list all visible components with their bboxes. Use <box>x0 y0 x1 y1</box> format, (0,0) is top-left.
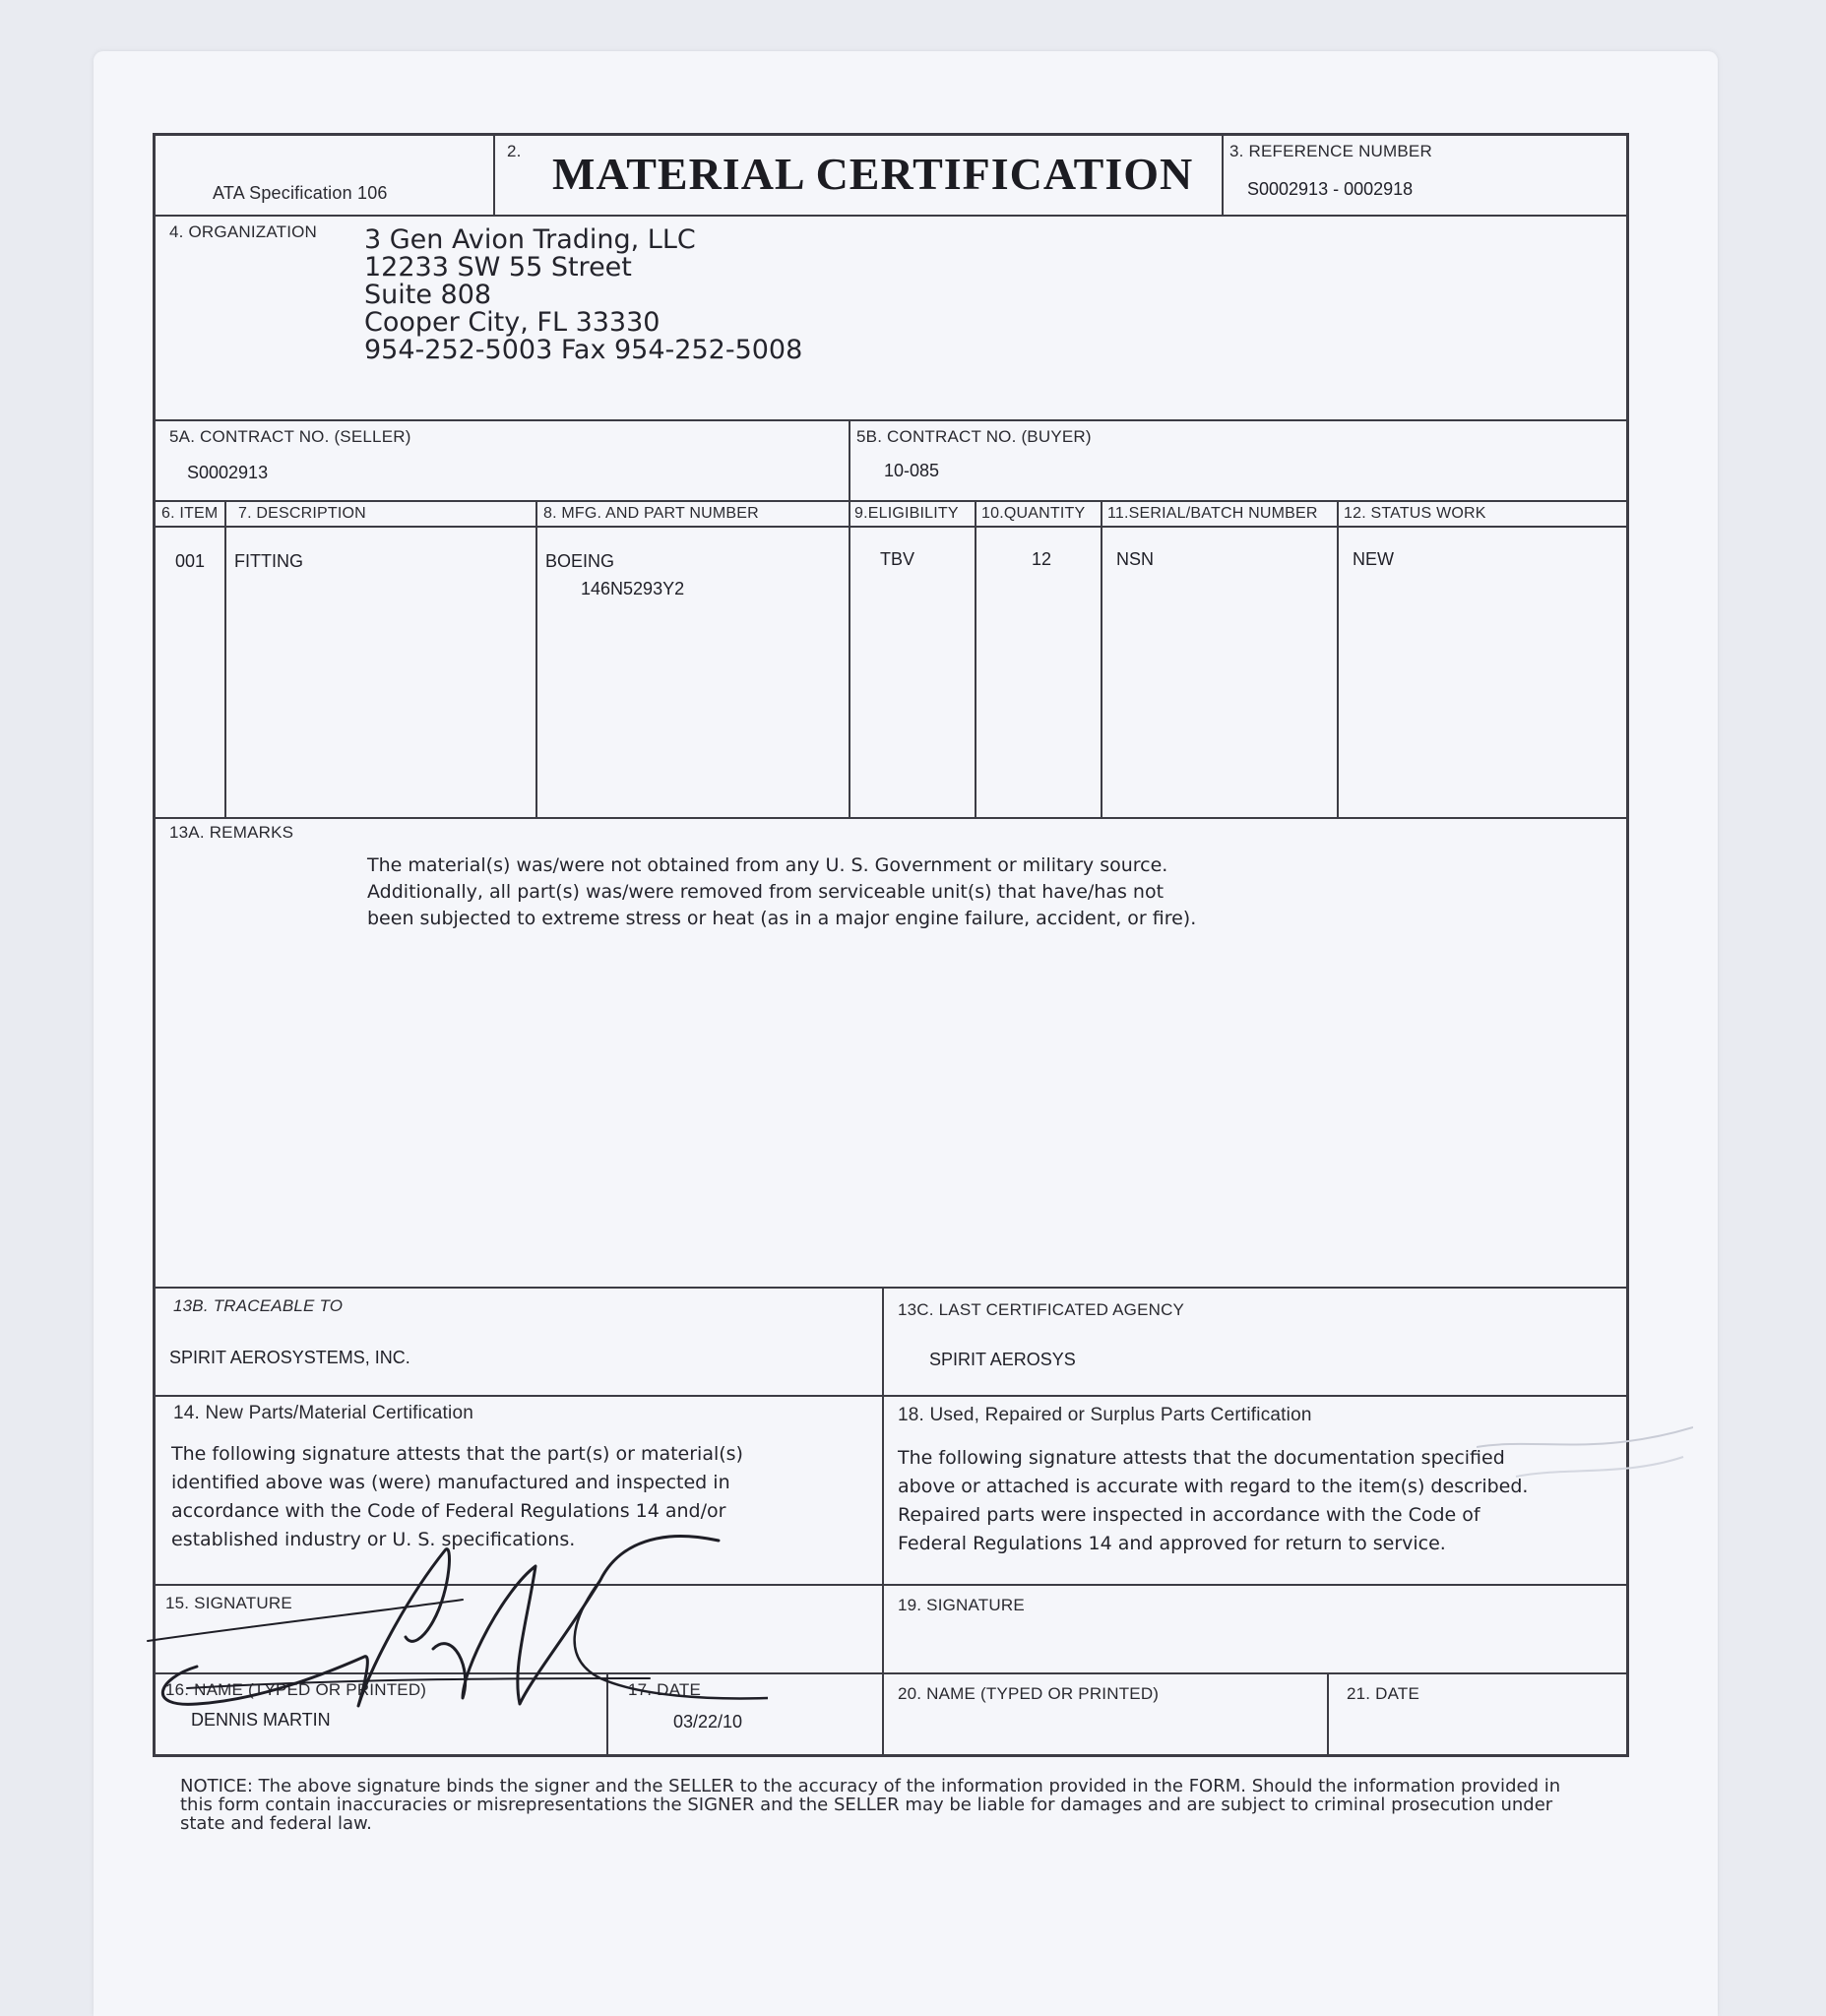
reference-cell <box>1224 136 1626 217</box>
status-cell <box>1339 528 1626 819</box>
item-mfg: BOEING <box>545 551 615 571</box>
contract-buyer-label: 5B. CONTRACT NO. (BUYER) <box>856 427 1092 446</box>
remarks-cell <box>156 819 1626 1289</box>
traceable-value: SPIRIT AEROSYSTEMS, INC. <box>169 1348 410 1367</box>
col-label-item: 6. ITEM <box>161 505 219 522</box>
notice-text: NOTICE: The above signature binds the signer and the SELLER to the accuracy of the information provided in the FORM. Should the information provided in this form contain inaccuracies or misrepresentations the SIGNER and the SELLER may be liable for damages and are subject to criminal prosecution under state and federal law. <box>180 1776 1561 1834</box>
cert-line: The following signature attests that the documentation specified <box>898 1447 1505 1469</box>
reference-label: 3. REFERENCE NUMBER <box>1229 142 1432 160</box>
org-phone: 954-252-5003 Fax 954-252-5008 <box>364 335 803 365</box>
col-header-item <box>156 502 226 528</box>
cert-line: Federal Regulations 14 and approved for return to service. <box>898 1533 1446 1554</box>
cert-line: identified above was (were) manufactured and inspected in <box>171 1472 730 1493</box>
item-number: 001 <box>175 551 206 571</box>
org-name: 3 Gen Avion Trading, LLC <box>364 224 696 255</box>
cert-line: Repaired parts were inspected in accordance with the Code of <box>898 1504 1480 1526</box>
col-label-mfg: 8. MFG. AND PART NUMBER <box>543 505 759 522</box>
paper-fold-crease <box>1477 1408 1693 1496</box>
form-title: MATERIAL CERTIFICATION <box>552 149 1194 199</box>
col-label-serial: 11.SERIAL/BATCH NUMBER <box>1107 505 1318 522</box>
item-description: FITTING <box>234 551 303 571</box>
item-part-number: 146N5293Y2 <box>581 579 685 598</box>
col-label-description: 7. DESCRIPTION <box>238 505 366 522</box>
remarks-text <box>367 852 1196 932</box>
remarks-label: 13A. REMARKS <box>169 823 294 842</box>
traceable-label: 13B. TRACEABLE TO <box>173 1296 344 1315</box>
col-label-status: 12. STATUS WORK <box>1344 505 1486 522</box>
contract-seller-value: S0002913 <box>187 463 269 482</box>
remarks-line: Additionally, all part(s) was/were removed from serviceable unit(s) that have/has not <box>367 881 1165 903</box>
title-cell <box>495 136 1224 217</box>
name-20-label: 20. NAME (TYPED OR PRINTED) <box>898 1684 1160 1703</box>
item-status: NEW <box>1353 549 1394 569</box>
used-parts-cert-label: 18. Used, Repaired or Surplus Parts Certification <box>898 1405 1312 1425</box>
cert-line: accordance with the Code of Federal Regulations 14 and/or <box>171 1500 726 1522</box>
last-agency-value: SPIRIT AEROSYS <box>929 1350 1076 1369</box>
col-header-status <box>1339 502 1626 528</box>
organization-cell <box>156 217 1626 421</box>
remarks-line: The material(s) was/were not obtained from any U. S. Government or military source. <box>367 854 1168 876</box>
col-label-eligibility: 9.ELIGIBILITY <box>854 505 959 522</box>
cert-line: established industry or U. S. specifications. <box>171 1529 576 1550</box>
col-header-serial <box>1102 502 1339 528</box>
quantity-cell <box>976 528 1102 819</box>
item-serial: NSN <box>1116 549 1155 569</box>
col-header-quantity <box>976 502 1102 528</box>
eligibility-cell <box>850 528 976 819</box>
date-21-label: 21. DATE <box>1347 1684 1420 1703</box>
org-suite: Suite 808 <box>364 280 492 310</box>
used-parts-cert-text <box>898 1444 1528 1558</box>
item-quantity: 12 <box>1032 549 1052 569</box>
cert-line: The following signature attests that the part(s) or material(s) <box>171 1443 743 1465</box>
serial-cell <box>1102 528 1339 819</box>
spec-cell <box>156 136 495 217</box>
table-row <box>156 528 226 819</box>
signature-15-label: 15. SIGNATURE <box>165 1594 292 1612</box>
col-header-mfg <box>537 502 850 528</box>
organization-label: 4. ORGANIZATION <box>169 222 318 241</box>
traceable-cell <box>156 1289 884 1397</box>
description-cell <box>226 528 537 819</box>
item-eligibility: TBV <box>880 549 915 569</box>
signature-19-label: 19. SIGNATURE <box>898 1596 1025 1614</box>
block2-number: 2. <box>507 142 522 160</box>
handwritten-signature <box>138 1531 768 1718</box>
name-16-value: DENNIS MARTIN <box>191 1710 331 1730</box>
col-header-description <box>226 502 537 528</box>
contract-seller-cell <box>156 421 850 502</box>
last-agency-cell <box>884 1289 1626 1397</box>
reference-value: S0002913 - 0002918 <box>1247 179 1414 199</box>
cert-line: above or attached is accurate with regard to the item(s) described. <box>898 1476 1529 1497</box>
organization-address <box>364 226 802 364</box>
new-parts-cert-label: 14. New Parts/Material Certification <box>173 1403 473 1423</box>
date-21-cell <box>1329 1674 1626 1754</box>
certification-form <box>153 133 1629 1757</box>
contract-seller-label: 5A. CONTRACT NO. (SELLER) <box>169 427 411 446</box>
last-agency-label: 13C. LAST CERTIFICATED AGENCY <box>898 1300 1185 1319</box>
date-17-label: 17. DATE <box>628 1680 702 1699</box>
mfg-cell <box>537 528 850 819</box>
col-label-quantity: 10.QUANTITY <box>981 505 1086 522</box>
contract-buyer-cell <box>850 421 1626 502</box>
org-city: Cooper City, FL 33330 <box>364 307 661 338</box>
date-17-value: 03/22/10 <box>673 1712 743 1732</box>
signature-right-cell <box>884 1586 1626 1674</box>
spec-label: ATA Specification 106 <box>213 183 388 203</box>
col-header-eligibility <box>850 502 976 528</box>
org-street: 12233 SW 55 Street <box>364 252 632 283</box>
contract-buyer-value: 10-085 <box>884 461 940 480</box>
name-20-cell <box>884 1674 1329 1754</box>
remarks-line: been subjected to extreme stress or heat (as in a major engine failure, accident, or fire). <box>367 908 1197 929</box>
name-16-label: 16. NAME (TYPED OR PRINTED) <box>165 1680 427 1699</box>
